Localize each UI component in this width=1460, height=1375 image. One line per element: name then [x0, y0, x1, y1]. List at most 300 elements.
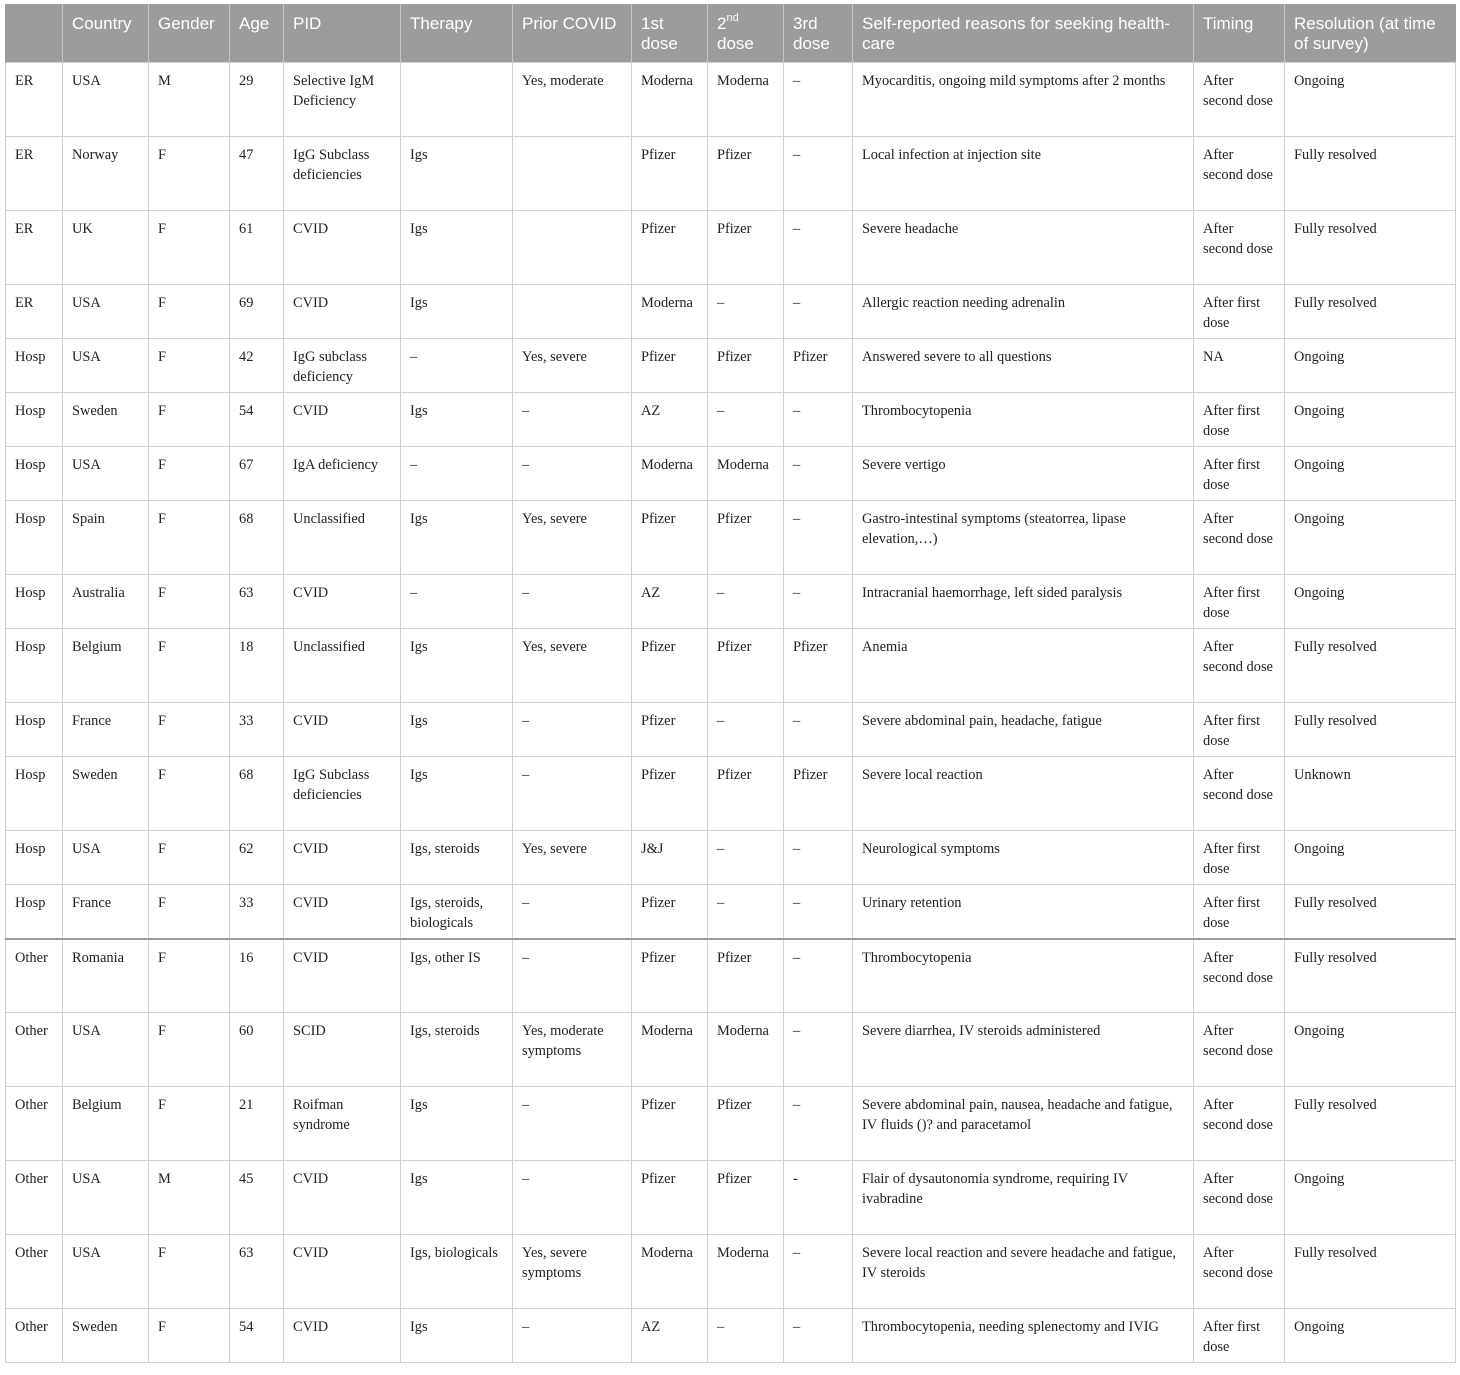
header-pid: PID — [284, 4, 401, 63]
cell-timing: After first dose — [1194, 1309, 1285, 1363]
cell-dose1: Pfizer — [632, 501, 708, 575]
cell-country: Sweden — [63, 1309, 149, 1363]
cell-dose2: Pfizer — [708, 339, 784, 393]
header-dose2 — [708, 4, 784, 63]
table-row — [6, 629, 1456, 703]
cell-prior-covid: Yes, severe symptoms — [513, 1235, 632, 1309]
cell-dose1: AZ — [632, 393, 708, 447]
cell-dose2: Moderna — [708, 63, 784, 137]
cell-age: 33 — [230, 703, 284, 757]
cell-dose3: Pfizer — [784, 757, 853, 831]
cell-therapy: Igs — [401, 393, 513, 447]
cell-therapy — [401, 63, 513, 137]
cell-timing: After second dose — [1194, 137, 1285, 211]
cell-group: ER — [6, 285, 63, 339]
cell-timing: NA — [1194, 339, 1285, 393]
cell-dose3: – — [784, 63, 853, 137]
cell-prior-covid: – — [513, 757, 632, 831]
cell-prior-covid: – — [513, 939, 632, 1013]
header-row — [6, 4, 1456, 63]
cell-group: Hosp — [6, 393, 63, 447]
cell-prior-covid: Yes, severe — [513, 339, 632, 393]
cell-age: 33 — [230, 885, 284, 939]
cell-group: ER — [6, 211, 63, 285]
table-row — [6, 339, 1456, 393]
cell-group: Hosp — [6, 831, 63, 885]
cell-dose1: Pfizer — [632, 703, 708, 757]
cell-gender: F — [149, 137, 230, 211]
table-row — [6, 1087, 1456, 1161]
header-gender: Gender — [149, 4, 230, 63]
table-row — [6, 939, 1456, 1013]
cell-prior-covid: – — [513, 1087, 632, 1161]
cell-age: 67 — [230, 447, 284, 501]
cell-group: Other — [6, 1309, 63, 1363]
cell-prior-covid — [513, 211, 632, 285]
cell-timing: After first dose — [1194, 831, 1285, 885]
cell-gender: F — [149, 1309, 230, 1363]
cell-prior-covid: – — [513, 703, 632, 757]
cell-dose1: Pfizer — [632, 885, 708, 939]
cell-age: 63 — [230, 1235, 284, 1309]
cell-therapy: Igs — [401, 703, 513, 757]
cell-timing: After second dose — [1194, 211, 1285, 285]
cell-prior-covid: Yes, severe — [513, 629, 632, 703]
cell-pid: CVID — [284, 575, 401, 629]
cell-therapy: Igs — [401, 1161, 513, 1235]
cell-dose2: – — [708, 1309, 784, 1363]
cell-dose2: – — [708, 575, 784, 629]
table-row — [6, 211, 1456, 285]
cell-pid: CVID — [284, 831, 401, 885]
cell-group: Hosp — [6, 703, 63, 757]
cell-resolution: Ongoing — [1285, 501, 1456, 575]
cell-dose3: – — [784, 285, 853, 339]
cell-dose2: – — [708, 885, 784, 939]
cell-age: 60 — [230, 1013, 284, 1087]
cell-country: USA — [63, 1235, 149, 1309]
cell-country: Belgium — [63, 1087, 149, 1161]
cell-resolution: Ongoing — [1285, 447, 1456, 501]
cell-country: Norway — [63, 137, 149, 211]
cell-age: 69 — [230, 285, 284, 339]
cell-group: Hosp — [6, 885, 63, 939]
cell-reason: Severe local reaction and severe headache and fatigue, IV steroids — [853, 1235, 1194, 1309]
cell-gender: F — [149, 831, 230, 885]
cell-pid: SCID — [284, 1013, 401, 1087]
cell-gender: F — [149, 757, 230, 831]
cell-dose3: – — [784, 575, 853, 629]
cell-prior-covid: Yes, severe — [513, 831, 632, 885]
cell-country: France — [63, 703, 149, 757]
table-row — [6, 1013, 1456, 1087]
header-dose3: 3rd dose — [784, 4, 853, 63]
cell-country: Spain — [63, 501, 149, 575]
cell-dose3: – — [784, 1087, 853, 1161]
cell-country: USA — [63, 63, 149, 137]
table-row — [6, 885, 1456, 939]
cell-prior-covid: – — [513, 447, 632, 501]
cell-pid: CVID — [284, 393, 401, 447]
header-reasons: Self-reported reasons for seeking health-care — [853, 4, 1194, 63]
cell-dose3: – — [784, 447, 853, 501]
cell-dose3: – — [784, 211, 853, 285]
table-row — [6, 703, 1456, 757]
cell-therapy: Igs, other IS — [401, 939, 513, 1013]
header-prior-covid: Prior COVID — [513, 4, 632, 63]
cell-timing: After first dose — [1194, 393, 1285, 447]
cell-country: USA — [63, 1161, 149, 1235]
cell-pid: CVID — [284, 1235, 401, 1309]
cell-gender: F — [149, 501, 230, 575]
cell-timing: After second dose — [1194, 63, 1285, 137]
cell-age: 18 — [230, 629, 284, 703]
cell-dose2: Pfizer — [708, 1161, 784, 1235]
table-body — [6, 63, 1456, 1363]
table-row — [6, 501, 1456, 575]
cell-dose2: – — [708, 393, 784, 447]
table-row — [6, 1235, 1456, 1309]
cell-reason: Severe local reaction — [853, 757, 1194, 831]
cell-timing: After first dose — [1194, 285, 1285, 339]
cell-dose3: – — [784, 885, 853, 939]
cell-therapy: Igs, biologicals — [401, 1235, 513, 1309]
cell-gender: F — [149, 447, 230, 501]
cell-reason: Local infection at injection site — [853, 137, 1194, 211]
table-row — [6, 1161, 1456, 1235]
cell-group: Other — [6, 1013, 63, 1087]
cell-dose3: – — [784, 939, 853, 1013]
cell-therapy: – — [401, 339, 513, 393]
cell-resolution: Ongoing — [1285, 831, 1456, 885]
cell-prior-covid — [513, 285, 632, 339]
cell-pid: Unclassified — [284, 501, 401, 575]
cell-pid: CVID — [284, 1161, 401, 1235]
cell-timing: After first dose — [1194, 575, 1285, 629]
cell-dose1: Pfizer — [632, 939, 708, 1013]
cell-therapy: Igs — [401, 211, 513, 285]
cell-dose1: Pfizer — [632, 211, 708, 285]
cell-gender: M — [149, 63, 230, 137]
cell-therapy: Igs — [401, 137, 513, 211]
header-resolution: Resolution (at time of survey) — [1285, 4, 1456, 63]
cell-gender: F — [149, 211, 230, 285]
cell-dose3: – — [784, 703, 853, 757]
cell-dose1: Pfizer — [632, 137, 708, 211]
cell-prior-covid: Yes, moderate symptoms — [513, 1013, 632, 1087]
cell-therapy: Igs — [401, 285, 513, 339]
cell-timing: After second dose — [1194, 1235, 1285, 1309]
cell-gender: F — [149, 575, 230, 629]
header-therapy: Therapy — [401, 4, 513, 63]
cell-country: France — [63, 885, 149, 939]
cell-prior-covid: – — [513, 393, 632, 447]
header-dose1: 1st dose — [632, 4, 708, 63]
cell-dose1: Pfizer — [632, 339, 708, 393]
cell-gender: F — [149, 1013, 230, 1087]
cell-gender: F — [149, 629, 230, 703]
cell-timing: After first dose — [1194, 885, 1285, 939]
cell-country: USA — [63, 831, 149, 885]
table-row — [6, 1309, 1456, 1363]
cell-reason: Thrombocytopenia — [853, 939, 1194, 1013]
cell-timing: After second dose — [1194, 1013, 1285, 1087]
cell-dose3: – — [784, 137, 853, 211]
cell-therapy: Igs — [401, 1309, 513, 1363]
cell-prior-covid — [513, 137, 632, 211]
cell-age: 47 — [230, 137, 284, 211]
cell-reason: Urinary retention — [853, 885, 1194, 939]
cell-country: UK — [63, 211, 149, 285]
cell-resolution: Ongoing — [1285, 339, 1456, 393]
cell-reason: Intracranial haemorrhage, left sided paralysis — [853, 575, 1194, 629]
cell-dose1: Moderna — [632, 1013, 708, 1087]
cell-reason: Severe abdominal pain, nausea, headache and fatigue, IV fluids ()? and paracetamol — [853, 1087, 1194, 1161]
cell-reason: Severe vertigo — [853, 447, 1194, 501]
cell-dose1: AZ — [632, 575, 708, 629]
table-row — [6, 63, 1456, 137]
header-age: Age — [230, 4, 284, 63]
cell-therapy: Igs — [401, 629, 513, 703]
cell-dose3: – — [784, 831, 853, 885]
cell-gender: F — [149, 885, 230, 939]
cell-resolution: Fully resolved — [1285, 1235, 1456, 1309]
table-container — [5, 4, 1456, 1363]
cell-dose3: – — [784, 1309, 853, 1363]
cell-pid: Unclassified — [284, 629, 401, 703]
cell-group: Other — [6, 1161, 63, 1235]
cell-resolution: Unknown — [1285, 757, 1456, 831]
cell-dose2: Pfizer — [708, 1087, 784, 1161]
cell-timing: After second dose — [1194, 1161, 1285, 1235]
cell-resolution: Fully resolved — [1285, 211, 1456, 285]
cell-pid: CVID — [284, 703, 401, 757]
cell-prior-covid: – — [513, 575, 632, 629]
table-row — [6, 575, 1456, 629]
cell-pid: CVID — [284, 939, 401, 1013]
cell-reason: Myocarditis, ongoing mild symptoms after 2 months — [853, 63, 1194, 137]
cell-resolution: Fully resolved — [1285, 1087, 1456, 1161]
cell-dose3: – — [784, 1013, 853, 1087]
cell-dose2: Pfizer — [708, 757, 784, 831]
cell-dose1: J&J — [632, 831, 708, 885]
cell-prior-covid: – — [513, 885, 632, 939]
cell-pid: IgG Subclass deficiencies — [284, 137, 401, 211]
cell-age: 54 — [230, 393, 284, 447]
cell-timing: After second dose — [1194, 757, 1285, 831]
cell-country: Romania — [63, 939, 149, 1013]
cell-reason: Gastro-intestinal symptoms (steatorrea, lipase elevation,…) — [853, 501, 1194, 575]
cell-dose2: Pfizer — [708, 939, 784, 1013]
cell-group: ER — [6, 63, 63, 137]
cell-dose1: Pfizer — [632, 1087, 708, 1161]
cell-dose3: - — [784, 1161, 853, 1235]
cell-country: USA — [63, 1013, 149, 1087]
cell-reason: Severe diarrhea, IV steroids administered — [853, 1013, 1194, 1087]
cell-resolution: Fully resolved — [1285, 629, 1456, 703]
cell-prior-covid: – — [513, 1309, 632, 1363]
cell-reason: Flair of dysautonomia syndrome, requiring IV ivabradine — [853, 1161, 1194, 1235]
cell-pid: CVID — [284, 211, 401, 285]
cell-dose1: Moderna — [632, 1235, 708, 1309]
cell-age: 16 — [230, 939, 284, 1013]
cell-group: Hosp — [6, 575, 63, 629]
table-row — [6, 137, 1456, 211]
cell-resolution: Ongoing — [1285, 575, 1456, 629]
cell-group: Other — [6, 939, 63, 1013]
cell-resolution: Ongoing — [1285, 393, 1456, 447]
cell-dose2: – — [708, 703, 784, 757]
header-group — [6, 4, 63, 63]
cell-country: USA — [63, 285, 149, 339]
cell-reason: Severe abdominal pain, headache, fatigue — [853, 703, 1194, 757]
cell-therapy: Igs, steroids — [401, 1013, 513, 1087]
cell-pid: Selective IgM Deficiency — [284, 63, 401, 137]
cell-resolution: Ongoing — [1285, 1013, 1456, 1087]
cell-group: Hosp — [6, 447, 63, 501]
cell-dose3: Pfizer — [784, 339, 853, 393]
cell-pid: CVID — [284, 285, 401, 339]
cell-age: 42 — [230, 339, 284, 393]
cell-prior-covid: – — [513, 1161, 632, 1235]
cell-pid: Roifman syndrome — [284, 1087, 401, 1161]
cell-group: Other — [6, 1235, 63, 1309]
cell-gender: F — [149, 703, 230, 757]
cell-age: 63 — [230, 575, 284, 629]
cell-timing: After first dose — [1194, 447, 1285, 501]
cell-gender: F — [149, 285, 230, 339]
cell-resolution: Ongoing — [1285, 1309, 1456, 1363]
cell-dose1: AZ — [632, 1309, 708, 1363]
cell-group: Other — [6, 1087, 63, 1161]
cell-resolution: Fully resolved — [1285, 285, 1456, 339]
cell-country: USA — [63, 339, 149, 393]
cell-country: Sweden — [63, 757, 149, 831]
cell-country: Sweden — [63, 393, 149, 447]
cell-gender: F — [149, 1087, 230, 1161]
cell-dose1: Moderna — [632, 63, 708, 137]
cell-dose3: Pfizer — [784, 629, 853, 703]
cell-dose1: Pfizer — [632, 629, 708, 703]
cell-dose2: Pfizer — [708, 211, 784, 285]
cell-country: USA — [63, 447, 149, 501]
cell-pid: IgG subclass deficiency — [284, 339, 401, 393]
cell-pid: IgA deficiency — [284, 447, 401, 501]
cell-dose3: – — [784, 501, 853, 575]
cell-dose2: Pfizer — [708, 501, 784, 575]
cell-gender: F — [149, 939, 230, 1013]
cell-dose1: Pfizer — [632, 757, 708, 831]
cell-reason: Neurological symptoms — [853, 831, 1194, 885]
cell-therapy: – — [401, 575, 513, 629]
cell-group: Hosp — [6, 501, 63, 575]
cell-dose2: – — [708, 831, 784, 885]
cell-pid: IgG Subclass deficiencies — [284, 757, 401, 831]
table-header — [6, 4, 1456, 63]
table-row — [6, 447, 1456, 501]
cell-resolution: Fully resolved — [1285, 703, 1456, 757]
cell-therapy: Igs, steroids — [401, 831, 513, 885]
cell-dose2: – — [708, 285, 784, 339]
header-timing: Timing — [1194, 4, 1285, 63]
cell-reason: Allergic reaction needing adrenalin — [853, 285, 1194, 339]
cell-gender: F — [149, 339, 230, 393]
cell-age: 45 — [230, 1161, 284, 1235]
cell-age: 62 — [230, 831, 284, 885]
cell-reason: Answered severe to all questions — [853, 339, 1194, 393]
cell-group: Hosp — [6, 339, 63, 393]
table-row — [6, 757, 1456, 831]
cell-therapy: – — [401, 447, 513, 501]
cell-resolution: Fully resolved — [1285, 939, 1456, 1013]
cell-therapy: Igs — [401, 501, 513, 575]
header-dose2-superscript: nd — [726, 12, 739, 25]
cell-group: Hosp — [6, 629, 63, 703]
cell-age: 29 — [230, 63, 284, 137]
cell-gender: F — [149, 1235, 230, 1309]
cell-country: Belgium — [63, 629, 149, 703]
table-row — [6, 285, 1456, 339]
cell-age: 21 — [230, 1087, 284, 1161]
cell-timing: After first dose — [1194, 703, 1285, 757]
cell-dose1: Moderna — [632, 447, 708, 501]
cell-dose2: Pfizer — [708, 629, 784, 703]
cell-dose2: Moderna — [708, 1013, 784, 1087]
cell-gender: M — [149, 1161, 230, 1235]
cell-resolution: Ongoing — [1285, 1161, 1456, 1235]
cell-dose1: Pfizer — [632, 1161, 708, 1235]
cell-resolution: Fully resolved — [1285, 137, 1456, 211]
table-row — [6, 831, 1456, 885]
header-country: Country — [63, 4, 149, 63]
cell-prior-covid: Yes, severe — [513, 501, 632, 575]
cell-reason: Thrombocytopenia — [853, 393, 1194, 447]
cell-country: Australia — [63, 575, 149, 629]
cell-group: ER — [6, 137, 63, 211]
cell-timing: After second dose — [1194, 1087, 1285, 1161]
cell-pid: CVID — [284, 885, 401, 939]
cell-age: 61 — [230, 211, 284, 285]
cell-reason: Severe headache — [853, 211, 1194, 285]
cell-timing: After second dose — [1194, 939, 1285, 1013]
cell-age: 68 — [230, 757, 284, 831]
adverse-events-table — [5, 4, 1456, 1363]
cell-reason: Thrombocytopenia, needing splenectomy and IVIG — [853, 1309, 1194, 1363]
cell-dose2: Pfizer — [708, 137, 784, 211]
cell-timing: After second dose — [1194, 501, 1285, 575]
cell-timing: After second dose — [1194, 629, 1285, 703]
cell-therapy: Igs, steroids, biologicals — [401, 885, 513, 939]
cell-dose1: Moderna — [632, 285, 708, 339]
cell-gender: F — [149, 393, 230, 447]
cell-reason: Anemia — [853, 629, 1194, 703]
cell-group: Hosp — [6, 757, 63, 831]
cell-age: 68 — [230, 501, 284, 575]
cell-pid: CVID — [284, 1309, 401, 1363]
cell-dose3: – — [784, 393, 853, 447]
cell-resolution: Ongoing — [1285, 63, 1456, 137]
cell-dose2: Moderna — [708, 447, 784, 501]
cell-therapy: Igs — [401, 757, 513, 831]
header-dose2-suffix: dose — [717, 34, 754, 53]
cell-resolution: Fully resolved — [1285, 885, 1456, 939]
cell-prior-covid: Yes, moderate — [513, 63, 632, 137]
cell-age: 54 — [230, 1309, 284, 1363]
cell-dose3: – — [784, 1235, 853, 1309]
cell-dose2: Moderna — [708, 1235, 784, 1309]
header-dose2-number: 2 — [717, 14, 727, 33]
table-row — [6, 393, 1456, 447]
